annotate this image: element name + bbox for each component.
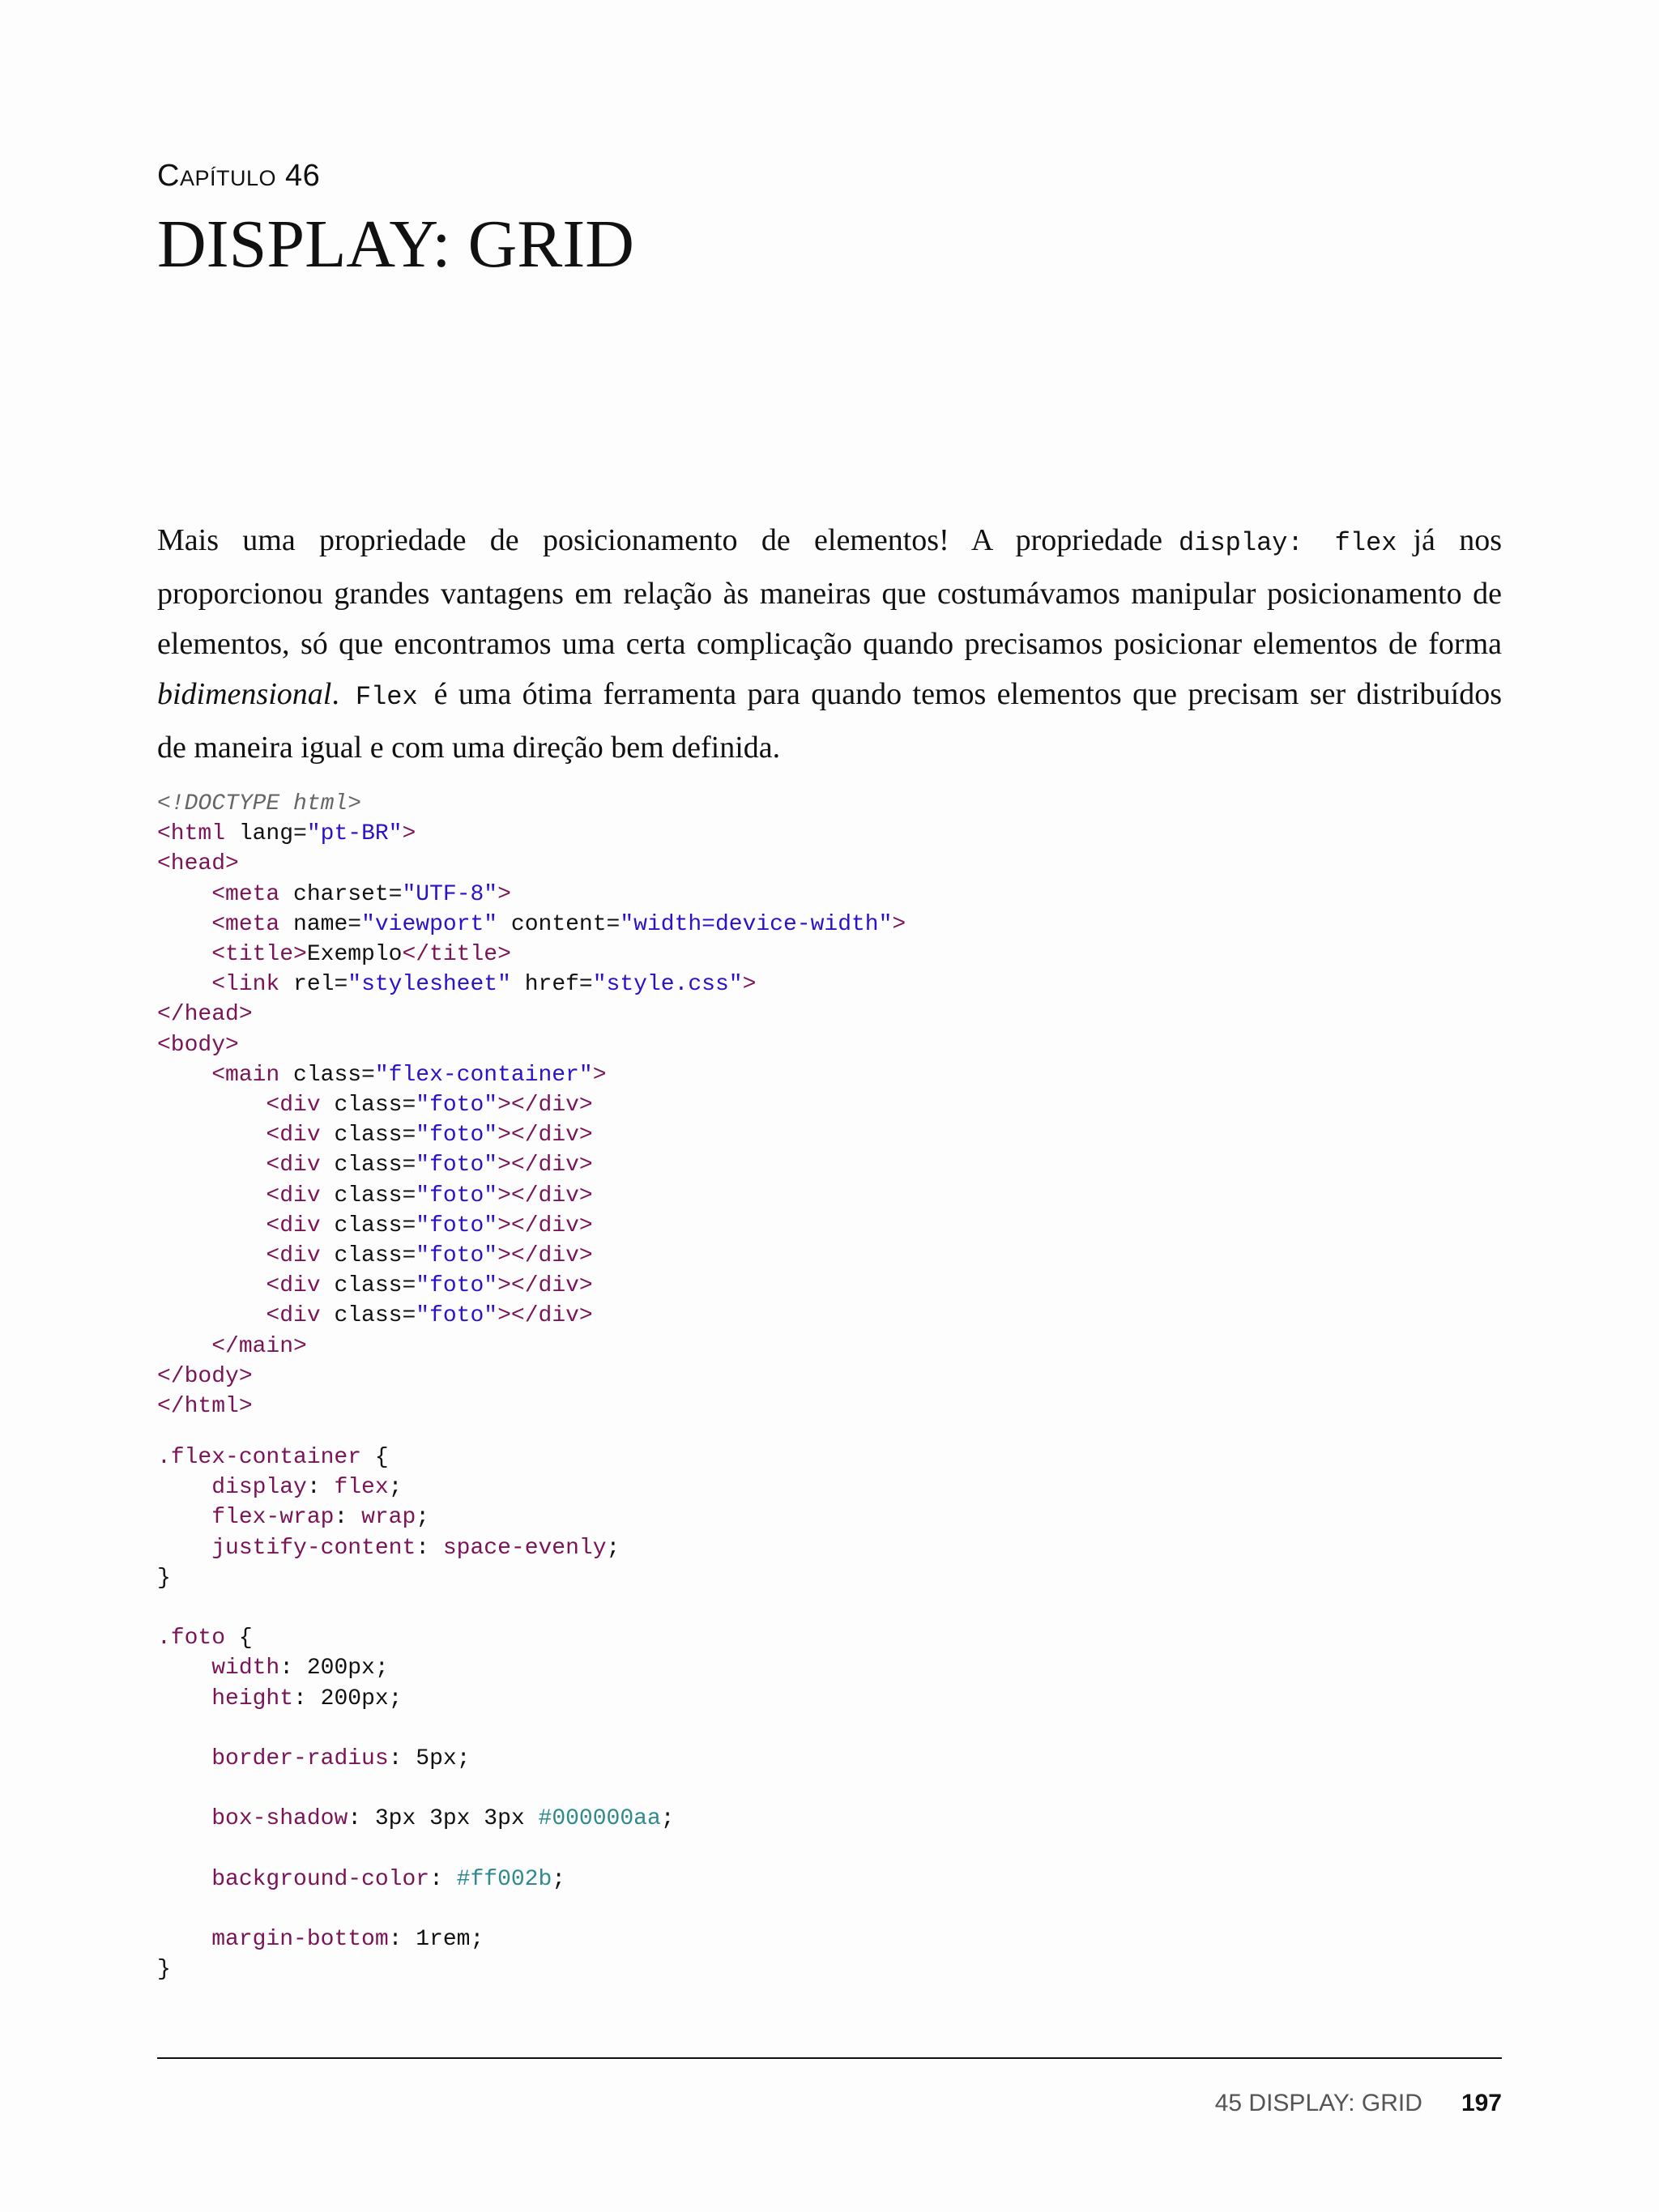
css-value: wrap: [361, 1505, 416, 1531]
intro-paragraph: [157, 515, 1502, 773]
css-hex-value: #000000aa: [538, 1806, 661, 1832]
css-selector-2: .foto: [157, 1626, 226, 1652]
css-prop: justify-content: [211, 1535, 416, 1561]
div-tag: <div: [266, 1153, 321, 1178]
div-class-value: foto: [429, 1303, 484, 1329]
div-class-value: foto: [429, 1093, 484, 1119]
div-tag: <div: [266, 1243, 321, 1269]
div-tag: <div: [266, 1303, 321, 1329]
meta-name-value: viewport: [374, 911, 484, 937]
chapter-label-word: Capítulo: [157, 159, 276, 193]
chapter-title: DISPLAY: GRID: [157, 207, 634, 282]
meta-content-value: width=device-width: [633, 911, 879, 937]
css-code-block: .flex-container { display: flex; flex-wrap: wrap; justify-content: space-evenly; } .foto { width: 200px; height: 200px; border-radius: 5px; box-shadow: 3px 3px 3px #000000aa; background-color: #ff002b; margin-bottom: 1rem; }: [157, 1445, 675, 1983]
intro-emphasis: bidimensional: [157, 677, 332, 711]
div-tag: <div: [266, 1123, 321, 1149]
link-rel-value: stylesheet: [361, 972, 498, 998]
css-prop: border-radius: [211, 1746, 389, 1772]
link-href-value: style.css: [606, 972, 729, 998]
footer-divider: [157, 2057, 1502, 2059]
css-prop: box-shadow: [211, 1806, 348, 1832]
div-tag: <div: [266, 1183, 321, 1208]
intro-text-2: já nos proporcionou grandes vantagens em relação às maneiras que costumávamos manipular posicionamento de elementos, só que encontramos uma certa complicação quando precisamos posicionar elementos de forma: [157, 523, 1502, 661]
page-number: 197: [1461, 2090, 1502, 2116]
chapter-number: 46: [285, 159, 321, 193]
css-hex-value: #ff002b: [456, 1866, 552, 1892]
css-selector-1: .flex-container: [157, 1445, 362, 1470]
chapter-label: [157, 159, 320, 194]
div-tag: <div: [266, 1213, 321, 1238]
title-text: Exemplo: [306, 942, 403, 968]
css-prop: height: [211, 1686, 294, 1711]
main-class-value: flex-container: [388, 1062, 579, 1088]
intro-text-1: Mais uma propriedade de posicionamento de elementos! A propriedade: [157, 523, 1163, 557]
css-prop: background-color: [211, 1866, 430, 1892]
css-value: 200px: [320, 1686, 389, 1711]
css-value: flex: [334, 1475, 389, 1501]
div-tag: <div: [266, 1273, 321, 1299]
html-lang-value: pt-BR: [320, 821, 389, 847]
div-class-value: foto: [429, 1183, 484, 1208]
css-prop: margin-bottom: [211, 1927, 389, 1953]
inline-code-display-flex: display: flex: [1179, 528, 1397, 558]
css-value: 200px: [306, 1656, 375, 1681]
div-class-value: foto: [429, 1243, 484, 1269]
div-class-value: foto: [429, 1123, 484, 1149]
css-value: 1rem: [416, 1927, 471, 1953]
div-class-value: foto: [429, 1153, 484, 1178]
div-class-value: foto: [429, 1273, 484, 1299]
div-tag: <div: [266, 1093, 321, 1119]
div-lines: <div class="foto"></div> <div class="foto"></div> <div class="foto"></div> <div class="foto"></div> <div class="foto"></div> <div class="foto"></div> <div class="foto"></div> <div class="foto"></div>: [266, 1093, 593, 1329]
page-footer: [1215, 2090, 1502, 2117]
div-class-value: foto: [429, 1213, 484, 1238]
css-prop: width: [211, 1656, 280, 1681]
charset-value: UTF-8: [416, 881, 484, 907]
intro-text-3: .: [331, 677, 339, 711]
html-code-block: <!DOCTYPE html> <html lang="pt-BR"> <head> <meta charset="UTF-8"> <meta name="viewport" content="width=device-width"> <title>Exemplo</title> <link rel="stylesheet" href="style.css"> </head> <body> <main class="flex-container"> <div class="foto"></div> <div class="foto"></div> <div class="foto"></div> <div class="foto"></div> <div class="foto"></div> <div class="foto"></div> <div class="foto"></div> <div class="foto"></div> </main> </body> </html>: [157, 791, 906, 1420]
running-title: 45 DISPLAY: GRID: [1214, 2090, 1422, 2116]
css-value: 3px 3px 3px: [374, 1806, 525, 1832]
css-prop: flex-wrap: [211, 1505, 335, 1531]
css-prop: display: [211, 1475, 307, 1501]
inline-code-flex: Flex: [355, 682, 418, 712]
intro-text-4: é uma ótima ferramenta para quando temos elementos que precisam ser distribuídos de maneira igual e com uma direção bem definida.: [157, 677, 1502, 765]
doctype-comment: <!DOCTYPE html>: [157, 791, 362, 816]
css-value: 5px: [416, 1746, 457, 1772]
css-value: space-evenly: [442, 1535, 607, 1561]
